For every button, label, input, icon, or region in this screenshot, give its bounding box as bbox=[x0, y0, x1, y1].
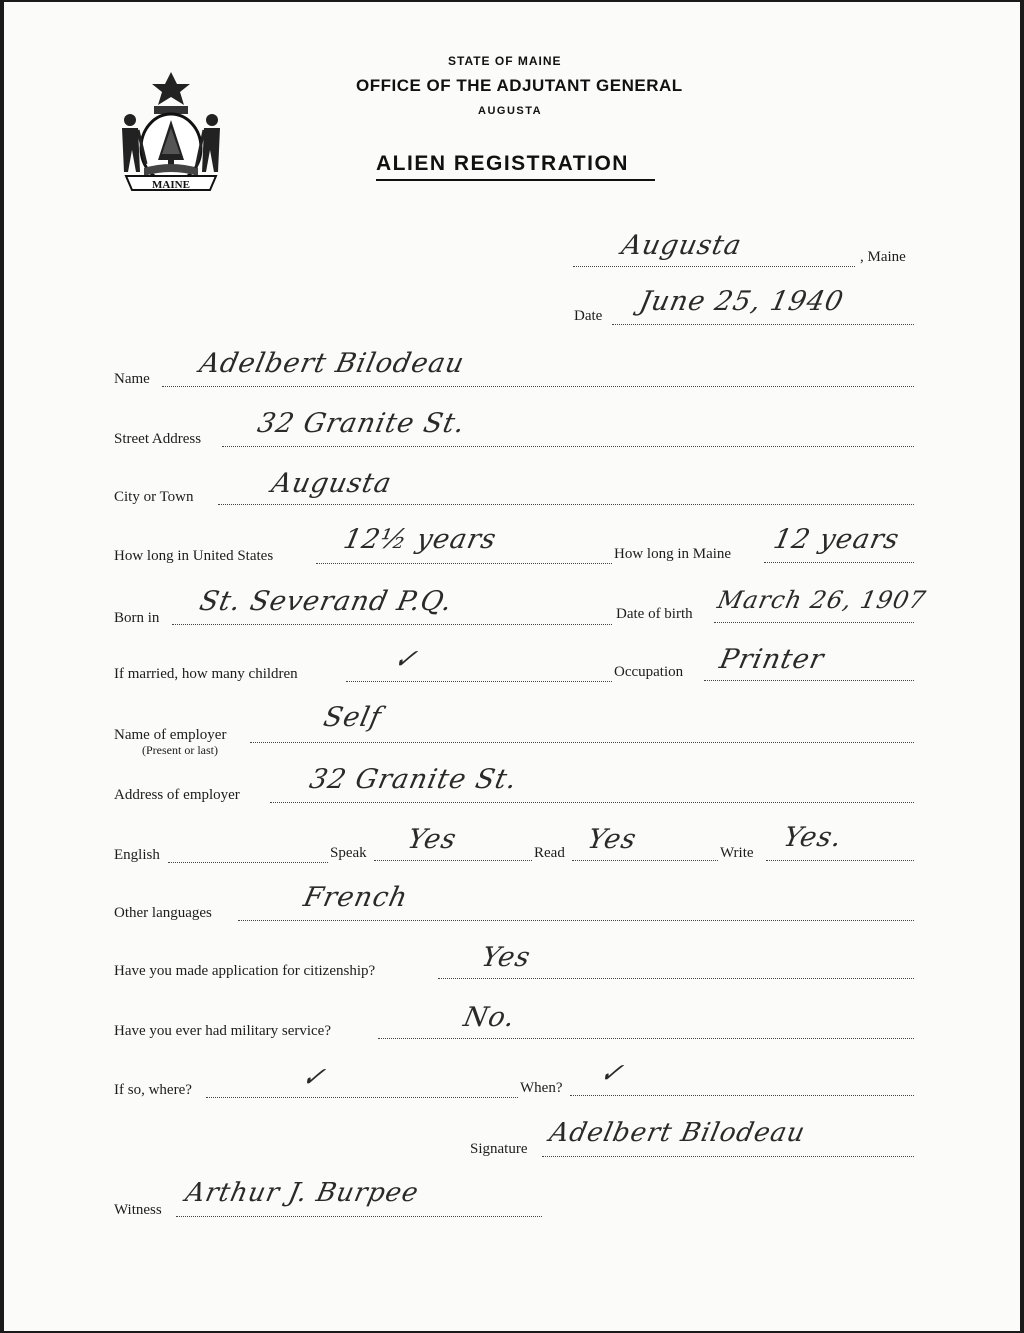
place-line bbox=[573, 266, 855, 267]
street-address-label: Street Address bbox=[114, 431, 202, 447]
occupation-line bbox=[704, 680, 914, 681]
citizenship-line bbox=[438, 978, 914, 979]
children-line bbox=[346, 681, 612, 682]
name-value: Adelbert Bilodeau bbox=[196, 348, 468, 379]
when-value: ✓ bbox=[596, 1058, 627, 1089]
street-address-value: 32 Granite St. bbox=[254, 408, 469, 439]
other-languages-line bbox=[238, 920, 914, 921]
citizenship-label: Have you made application for citizenship? bbox=[114, 963, 376, 979]
how-long-us-label: How long in United States bbox=[114, 548, 274, 564]
employer-sublabel: (Present or last) bbox=[142, 743, 218, 757]
read-value: Yes bbox=[584, 824, 640, 855]
name-label: Name bbox=[114, 371, 150, 387]
occupation-value: Printer bbox=[716, 644, 828, 675]
write-label: Write bbox=[720, 845, 754, 861]
place-suffix: , Maine bbox=[860, 249, 906, 265]
employer-address-value: 32 Granite St. bbox=[306, 764, 521, 795]
city-line bbox=[218, 504, 914, 505]
city-heading: AUGUSTA bbox=[478, 105, 543, 117]
when-line bbox=[570, 1095, 914, 1096]
write-value: Yes. bbox=[780, 822, 846, 853]
other-languages-value: French bbox=[300, 882, 411, 913]
witness-label: Witness bbox=[114, 1202, 162, 1218]
office-heading: OFFICE OF THE ADJUTANT GENERAL bbox=[356, 76, 683, 95]
children-value: ✓ bbox=[390, 644, 421, 675]
how-long-maine-value: 12 years bbox=[770, 524, 903, 555]
signature-label: Signature bbox=[470, 1141, 528, 1157]
form-title: ALIEN REGISTRATION bbox=[376, 152, 655, 181]
occupation-label: Occupation bbox=[614, 664, 684, 680]
write-line bbox=[766, 860, 914, 861]
state-heading: STATE OF MAINE bbox=[448, 54, 562, 68]
employer-address-label: Address of employer bbox=[114, 787, 240, 803]
city-label: City or Town bbox=[114, 489, 194, 505]
born-in-line bbox=[172, 624, 612, 625]
signature-line bbox=[542, 1156, 914, 1157]
read-line bbox=[572, 860, 718, 861]
speak-value: Yes bbox=[404, 824, 460, 855]
employer-value: Self bbox=[320, 702, 385, 733]
employer-label: Name of employer bbox=[114, 727, 227, 743]
military-line bbox=[378, 1038, 914, 1039]
read-label: Read bbox=[534, 845, 565, 861]
where-label: If so, where? bbox=[114, 1082, 192, 1098]
how-long-us-value: 12½ years bbox=[340, 524, 500, 555]
date-of-birth-value: March 26, 1907 bbox=[715, 586, 929, 614]
employer-address-line bbox=[270, 802, 914, 803]
how-long-us-line bbox=[316, 563, 612, 564]
witness-value: Arthur J. Burpee bbox=[182, 1178, 422, 1208]
other-languages-label: Other languages bbox=[114, 905, 212, 921]
witness-line bbox=[176, 1216, 542, 1217]
place-value: Augusta bbox=[618, 230, 745, 261]
employer-line bbox=[250, 742, 914, 743]
born-in-value: St. Severand P.Q. bbox=[196, 586, 456, 617]
children-label: If married, how many children bbox=[114, 666, 298, 682]
where-line bbox=[206, 1097, 518, 1098]
date-of-birth-line bbox=[714, 622, 914, 623]
military-value: No. bbox=[460, 1002, 519, 1033]
english-line bbox=[168, 862, 328, 863]
signature-value: Adelbert Bilodeau bbox=[546, 1118, 809, 1148]
how-long-maine-line bbox=[764, 562, 914, 563]
city-value: Augusta bbox=[268, 468, 395, 499]
date-value: June 25, 1940 bbox=[636, 286, 847, 317]
where-value: ✓ bbox=[298, 1062, 329, 1093]
registration-form bbox=[4, 2, 1020, 1331]
military-label: Have you ever had military service? bbox=[114, 1023, 331, 1039]
born-in-label: Born in bbox=[114, 610, 160, 626]
name-line bbox=[162, 386, 914, 387]
when-label: When? bbox=[520, 1080, 563, 1096]
maine-state-seal-icon bbox=[116, 68, 226, 200]
date-of-birth-label: Date of birth bbox=[616, 606, 693, 622]
citizenship-value: Yes bbox=[478, 942, 534, 973]
speak-label: Speak bbox=[330, 845, 367, 861]
street-address-line bbox=[222, 446, 914, 447]
date-label: Date bbox=[574, 308, 603, 324]
date-line bbox=[612, 324, 914, 325]
how-long-maine-label: How long in Maine bbox=[614, 546, 732, 562]
speak-line bbox=[374, 860, 532, 861]
english-label: English bbox=[114, 847, 160, 863]
svg-text:MAINE: MAINE bbox=[152, 179, 190, 191]
